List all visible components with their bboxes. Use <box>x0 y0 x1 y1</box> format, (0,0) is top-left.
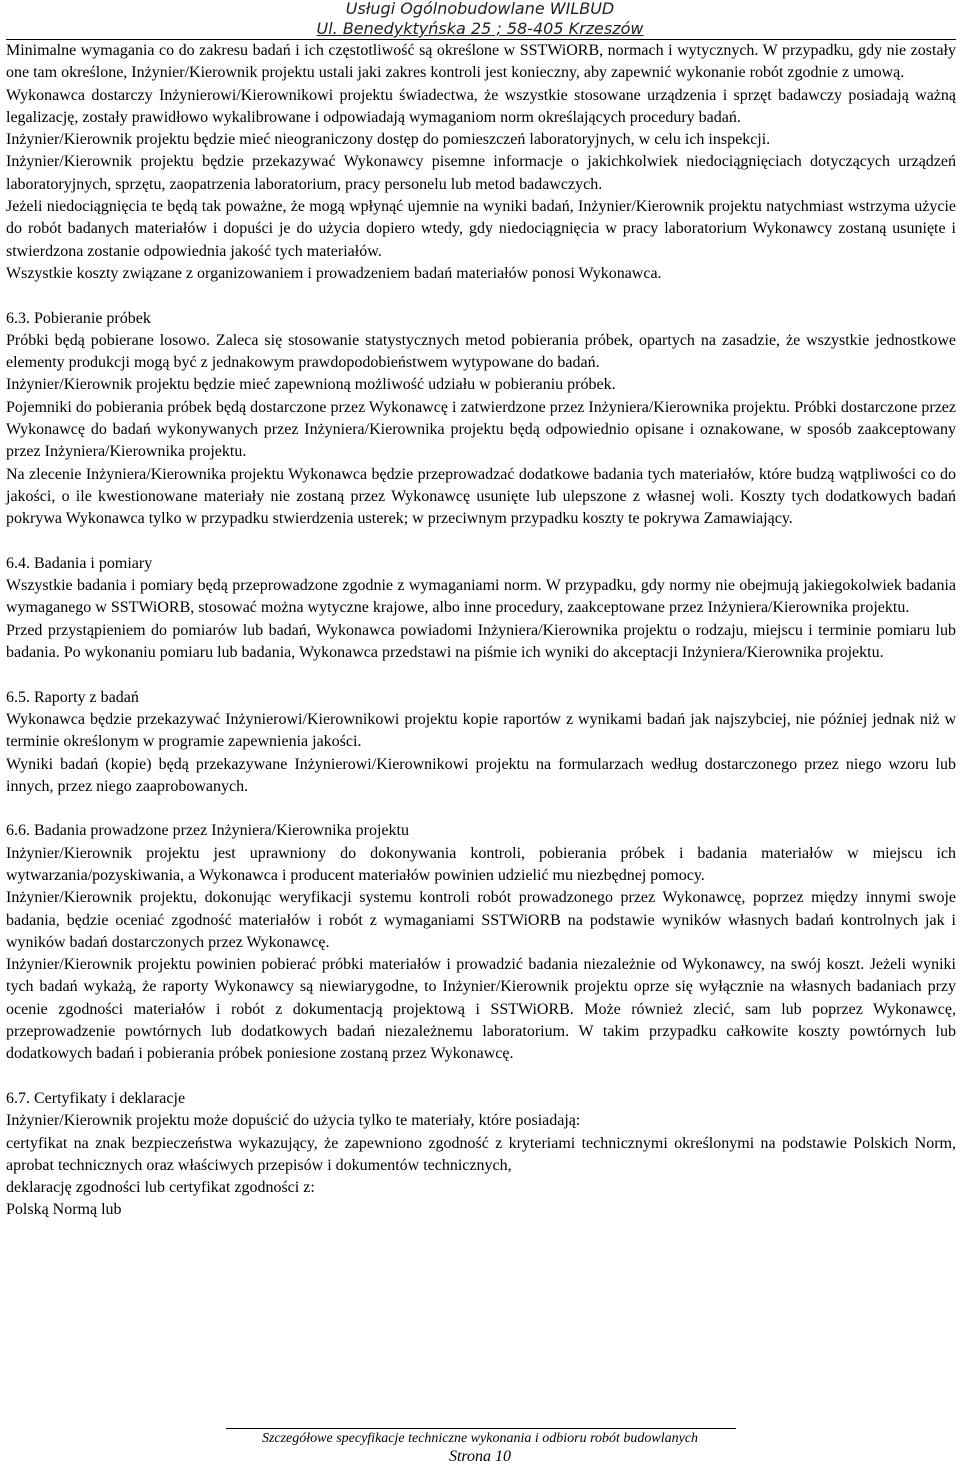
document-body <box>6 40 956 1222</box>
page-number: Strona 10 <box>448 1448 512 1465</box>
page-footer <box>0 1428 960 1466</box>
paragraph: Minimalne wymagania co do zakresu badań i ich częstotliwość są określone w SSTWiORB, normach i wytycznych. W przypadku, gdy nie zostały one tam określone, Inżynier/Kierownik projektu ustali jaki zakres kontroli jest konieczny, aby zapewnić wykonanie robót zgodnie z umową. <box>6 42 956 82</box>
paragraph: Wykonawca dostarczy Inżynierowi/Kierownikowi projektu świadectwa, że wszystkie stosowane urządzenia i sprzęt badawczy posiadają ważną legalizację, zostały prawidłowo wykalibrowane i odpowiadają wymaganiom norm określających procedury badań. <box>6 86 956 126</box>
paragraph: Przed przystąpieniem do pomiarów lub badań, Wykonawca powiadomi Inżyniera/Kierownika projektu o rodzaju, miejscu i terminie pomiaru lub badania. Po wykonaniu pomiaru lub badania, Wykonawca przedstawi na piśmie ich wyniki do akceptacji Inżyniera/Kierownika projektu. <box>6 621 956 662</box>
paragraph: Inżynier/Kierownik projektu będzie przekazywać Wykonawcy pisemne informacje o jakichkolwiek niedociągnięciach dotyczących urządzeń laboratoryjnych, sprzętu, zaopatrzenia laboratorium, pracy personelu lub metod badawczych. <box>6 153 956 193</box>
paragraph-gap <box>6 798 956 820</box>
paragraph: Próbki będą pobierane losowo. Zaleca się stosowanie statystycznych metod pobierania próbek, opartych na zasadzie, że wszystkie jednostkowe elementy produkcji mogą być z jednakowym prawdopodobieństwem wytypowane do badań. <box>6 331 956 372</box>
company-name: Usługi Ogólnobudowlane WILBUD <box>345 0 615 18</box>
paragraph: certyfikat na znak bezpieczeństwa wykazujący, że zapewniono zgodność z kryteriami technicznymi określonymi na podstawie Polskich Norm, aprobat technicznych oraz właściwych przepisów i dokumentów technicznych, <box>6 1134 956 1174</box>
page-header <box>0 0 960 40</box>
paragraph: Wszystkie koszty związane z organizowaniem i prowadzeniem badań materiałów ponosi Wykonawca. <box>6 264 662 282</box>
paragraph: Na zlecenie Inżyniera/Kierownika projektu Wykonawca będzie przeprowadzać dodatkowe badania tych materiałów, które budzą wątpliwości co do jakości, o ile kwestionowane materiały nie zostaną przez Wykonawcę usunięte lub ulepszone z własnej woli. Koszty tych dodatkowych badań pokrywa Wykonawca tylko w przypadku stwierdzenia usterek; w przeciwnym przypadku koszty te pokrywa Zamawiający. <box>6 465 956 528</box>
section-heading: 6.6. Badania prowadzone przez Inżyniera/Kierownika projektu <box>6 822 409 840</box>
section-heading: 6.4. Badania i pomiary <box>6 554 153 572</box>
paragraph: Inżynier/Kierownik projektu będzie mieć zapewnioną możliwość udziału w pobieraniu próbek. <box>6 376 616 394</box>
paragraph-gap <box>6 285 956 307</box>
paragraph: Wykonawca będzie przekazywać Inżynierowi/Kierownikowi projektu kopie raportów z wynikami badań jak najszybciej, nie później jednak niż w terminie określonym w programie zapewnienia jakości. <box>6 710 956 751</box>
paragraph-gap <box>6 531 956 553</box>
footer-title: Szczegółowe specyfikacje techniczne wykonania i odbioru robót budowlanych <box>261 1431 699 1446</box>
section-heading: 6.3. Pobieranie próbek <box>6 309 151 327</box>
paragraph: Wszystkie badania i pomiary będą przeprowadzone zgodnie z wymaganiami norm. W przypadku, gdy normy nie obejmują jakiegokolwiek badania wymaganego w SSTWiORB, stosować można wytyczne krajowe, albo inne procedury, zaakceptowane przez Inżyniera/Kierownika projektu. <box>6 577 956 617</box>
paragraph: Pojemniki do pobierania próbek będą dostarczone przez Wykonawcę i zatwierdzone przez Inżyniera/Kierownika projektu. Próbki dostarczone przez Wykonawcę do badań wykonywanych przez Inżyniera/Kierownika projektu będą odpowiednio opisane i oznakowane, w sposób zaakceptowany przez Inżyniera/Kierownika projektu. <box>6 398 956 461</box>
company-address: Ul. Benedyktyńska 25 ; 58-405 Krzeszów <box>316 19 644 38</box>
paragraph-gap <box>6 1066 956 1088</box>
section-heading: 6.5. Raporty z badań <box>6 688 139 706</box>
paragraph: Inżynier/Kierownik projektu może dopuścić do użycia tylko te materiały, które posiadają: <box>6 1112 581 1130</box>
paragraph: Wyniki badań (kopie) będą przekazywane Inżynierowi/Kierownikowi projektu na formularzach według dostarczonego przez niego wzoru lub innych, przez niego zaaprobowanych. <box>6 755 956 795</box>
paragraph: Polską Normą lub <box>6 1201 122 1219</box>
paragraph: deklarację zgodności lub certyfikat zgodności z: <box>6 1179 315 1197</box>
paragraph: Jeżeli niedociągnięcia te będą tak poważne, że mogą wpłynąć ujemnie na wyniki badań, Inżynier/Kierownik projektu natychmiast wstrzyma użycie do robót badanych materiałów i dopuści je do użycia dopiero wtedy, gdy niedociągnięcia w pracy laboratorium Wykonawcy zostaną usunięte i stwierdzona zostanie odpowiednia jakość tych materiałów. <box>6 198 956 260</box>
paragraph: Inżynier/Kierownik projektu jest uprawniony do dokonywania kontroli, pobierania próbek i badania materiałów w miejscu ich wytwarzania/pozyskiwania, a Wykonawca i producent materiałów powinien udzielić mu niezbędnej pomocy. <box>6 844 956 884</box>
section-heading: 6.7. Certyfikaty i deklaracje <box>6 1089 186 1107</box>
paragraph: Inżynier/Kierownik projektu będzie mieć nieograniczony dostęp do pomieszczeń laboratoryjnych, w celu ich inspekcji. <box>6 131 771 149</box>
paragraph-gap <box>6 664 956 686</box>
paragraph: Inżynier/Kierownik projektu powinien pobierać próbki materiałów i prowadzić badania niezależnie od Wykonawcy, na swój koszt. Jeżeli wyniki tych badań wykażą, że raporty Wykonawcy są niewiarygodne, to Inżynier/Kierownik projektu oprze się wyłącznie na własnych badaniach przy ocenie zgodności materiałów i robót z dokumentacją projektową i SSTWiORB. Może również zlecić, sam lub poprzez Wykonawcę, przeprowadzenie powtórnych lub dodatkowych badań niezależnemu laboratorium. W takim przypadku całkowite koszty powtórnych lub dodatkowych badań i pobierania próbek poniesione zostaną przez Wykonawcę. <box>6 956 956 1063</box>
paragraph: Inżynier/Kierownik projektu, dokonując weryfikacji systemu kontroli robót prowadzonego przez Wykonawcę, poprzez między innymi swoje badania, będzie oceniać zgodność materiałów i robót z wymaganiami SSTWiORB na podstawie wyników własnych badań kontrolnych jak i wyników badań dostarczonych przez Wykonawcę. <box>6 889 956 951</box>
